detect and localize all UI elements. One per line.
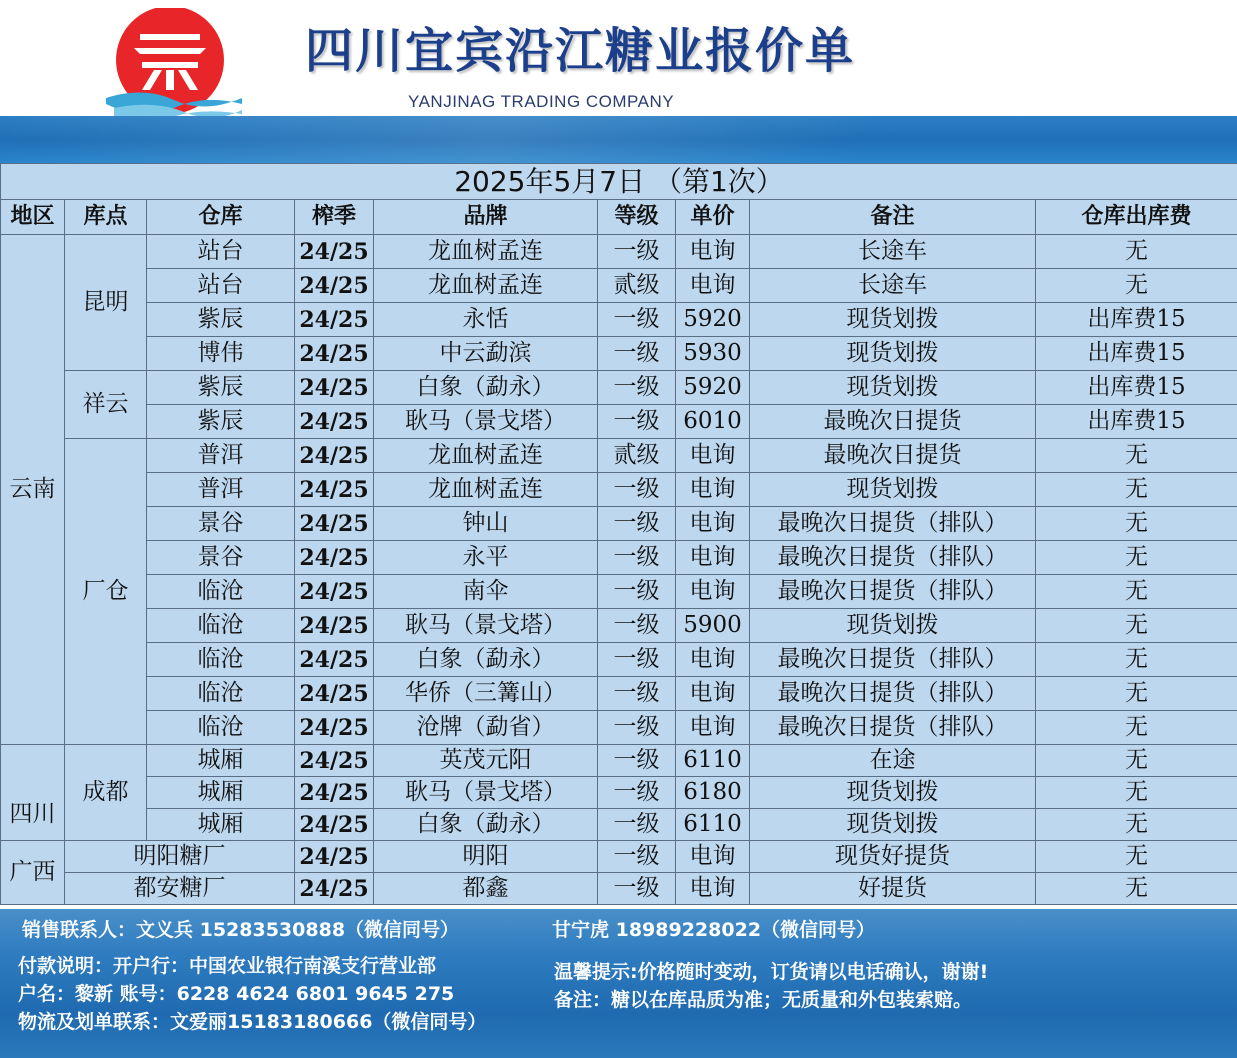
fee-cell: 无 xyxy=(1036,809,1237,841)
brand-cell: 英茂元阳 xyxy=(374,745,598,777)
price-cell: 电询 xyxy=(676,677,750,711)
price-cell: 电询 xyxy=(676,439,750,473)
note-cell: 长途车 xyxy=(750,269,1036,303)
header xyxy=(0,0,1237,116)
warehouse-cell: 普洱 xyxy=(147,439,295,473)
price-cell: 电询 xyxy=(676,711,750,745)
fee-cell: 出库费15 xyxy=(1036,337,1237,371)
grade-cell: 一级 xyxy=(598,541,676,575)
brand-cell: 龙血树孟连 xyxy=(374,235,598,269)
table-row xyxy=(1,507,1237,541)
season-cell: 24/25 xyxy=(295,745,374,777)
fee-cell: 无 xyxy=(1036,473,1237,507)
warehouse-cell: 景谷 xyxy=(147,507,295,541)
fee-cell: 无 xyxy=(1036,439,1237,473)
price-cell: 5900 xyxy=(676,609,750,643)
season-cell: 24/25 xyxy=(295,841,374,873)
season-cell: 24/25 xyxy=(295,235,374,269)
brand-cell: 永平 xyxy=(374,541,598,575)
brand-cell: 明阳 xyxy=(374,841,598,873)
company-logo-icon xyxy=(104,8,244,116)
note-cell: 最晚次日提货 xyxy=(750,439,1036,473)
note-cell: 在途 xyxy=(750,745,1036,777)
price-cell: 6110 xyxy=(676,745,750,777)
note-cell: 最晚次日提货（排队） xyxy=(750,507,1036,541)
grade-cell: 一级 xyxy=(598,473,676,507)
brand-cell: 永恬 xyxy=(374,303,598,337)
warehouse-cell: 临沧 xyxy=(147,643,295,677)
warehouse-cell: 站台 xyxy=(147,269,295,303)
fee-cell: 无 xyxy=(1036,609,1237,643)
warehouse-cell: 紫辰 xyxy=(147,303,295,337)
price-tip: 温馨提示:价格随时变动，订货请以电话确认，谢谢! xyxy=(554,961,989,983)
fee-cell: 无 xyxy=(1036,677,1237,711)
grade-cell: 一级 xyxy=(598,809,676,841)
header-band xyxy=(0,116,1237,164)
season-cell: 24/25 xyxy=(295,337,374,371)
col-header-season: 榨季 xyxy=(295,200,374,235)
col-header-note: 备注 xyxy=(750,200,1036,235)
note-cell: 现货划拨 xyxy=(750,473,1036,507)
note-cell: 最晚次日提货（排队） xyxy=(750,643,1036,677)
grade-cell: 一级 xyxy=(598,303,676,337)
price-cell: 电询 xyxy=(676,643,750,677)
season-cell: 24/25 xyxy=(295,777,374,809)
season-cell: 24/25 xyxy=(295,677,374,711)
col-header-region: 地区 xyxy=(1,200,65,235)
grade-cell: 一级 xyxy=(598,371,676,405)
sales-contact: 销售联系人：文义兵 15283530888（微信同号） xyxy=(22,919,460,941)
warehouse-cell: 紫辰 xyxy=(147,371,295,405)
col-header-depot: 库点 xyxy=(65,200,147,235)
warehouse-cell: 城厢 xyxy=(147,809,295,841)
grade-cell: 一级 xyxy=(598,609,676,643)
fee-cell: 无 xyxy=(1036,507,1237,541)
grade-cell: 一级 xyxy=(598,711,676,745)
season-cell: 24/25 xyxy=(295,609,374,643)
grade-cell: 贰级 xyxy=(598,439,676,473)
table-row xyxy=(1,371,1237,405)
second-contact: 甘宁虎 18989228022（微信同号） xyxy=(552,919,876,941)
brand-cell: 中云勐滨 xyxy=(374,337,598,371)
price-table xyxy=(0,163,1237,905)
price-cell: 电询 xyxy=(676,473,750,507)
fee-cell: 无 xyxy=(1036,269,1237,303)
season-cell: 24/25 xyxy=(295,473,374,507)
grade-cell: 贰级 xyxy=(598,269,676,303)
table-row xyxy=(1,809,1237,841)
col-header-price: 单价 xyxy=(676,200,750,235)
page-title: 四川宜宾沿江糖业报价单 xyxy=(305,23,856,79)
fee-cell: 出库费15 xyxy=(1036,371,1237,405)
warehouse-cell: 都安糖厂 xyxy=(65,873,295,905)
depot-cell: 厂仓 xyxy=(65,439,147,745)
season-cell: 24/25 xyxy=(295,439,374,473)
season-cell: 24/25 xyxy=(295,809,374,841)
region-cell: 云南 xyxy=(1,235,65,745)
season-cell: 24/25 xyxy=(295,405,374,439)
table-row xyxy=(1,473,1237,507)
brand-cell: 白象（勐永） xyxy=(374,809,598,841)
brand-cell: 耿马（景戈塔） xyxy=(374,405,598,439)
table-row xyxy=(1,575,1237,609)
grade-cell: 一级 xyxy=(598,745,676,777)
warehouse-cell: 紫辰 xyxy=(147,405,295,439)
fee-cell: 无 xyxy=(1036,541,1237,575)
note-cell: 现货划拨 xyxy=(750,371,1036,405)
season-cell: 24/25 xyxy=(295,873,374,905)
brand-cell: 龙血树孟连 xyxy=(374,439,598,473)
payment-info: 付款说明：开户行：中国农业银行南溪支行营业部 xyxy=(18,955,437,977)
warehouse-cell: 博伟 xyxy=(147,337,295,371)
col-header-brand: 品牌 xyxy=(374,200,598,235)
quality-remark: 备注：糖以在库品质为准；无质量和外包装索赔。 xyxy=(554,989,973,1011)
table-row xyxy=(1,439,1237,473)
grade-cell: 一级 xyxy=(598,507,676,541)
depot-cell: 昆明 xyxy=(65,235,147,371)
fee-cell: 出库费15 xyxy=(1036,405,1237,439)
fee-cell: 无 xyxy=(1036,841,1237,873)
brand-cell: 龙血树孟连 xyxy=(374,269,598,303)
note-cell: 最晚次日提货（排队） xyxy=(750,677,1036,711)
table-row xyxy=(1,405,1237,439)
fee-cell: 无 xyxy=(1036,643,1237,677)
grade-cell: 一级 xyxy=(598,235,676,269)
table-row xyxy=(1,337,1237,371)
note-cell: 长途车 xyxy=(750,235,1036,269)
brand-cell: 都鑫 xyxy=(374,873,598,905)
brand-cell: 钟山 xyxy=(374,507,598,541)
logistics-contact: 物流及划单联系：文爱丽15183180666（微信同号） xyxy=(18,1011,487,1033)
warehouse-cell: 站台 xyxy=(147,235,295,269)
warehouse-cell: 城厢 xyxy=(147,745,295,777)
note-cell: 好提货 xyxy=(750,873,1036,905)
note-cell: 现货划拨 xyxy=(750,609,1036,643)
depot-cell: 成都 xyxy=(65,745,147,841)
price-cell: 5920 xyxy=(676,303,750,337)
season-cell: 24/25 xyxy=(295,643,374,677)
price-cell: 电询 xyxy=(676,269,750,303)
region-cell: 广西 xyxy=(1,841,65,905)
region-cell: 四川 xyxy=(1,745,65,841)
note-cell: 现货划拨 xyxy=(750,337,1036,371)
depot-cell: 祥云 xyxy=(65,371,147,439)
header-row xyxy=(1,200,1237,235)
fee-cell: 无 xyxy=(1036,777,1237,809)
season-cell: 24/25 xyxy=(295,303,374,337)
table-row xyxy=(1,643,1237,677)
note-cell: 最晚次日提货（排队） xyxy=(750,575,1036,609)
grade-cell: 一级 xyxy=(598,643,676,677)
table-row xyxy=(1,841,1237,873)
grade-cell: 一级 xyxy=(598,575,676,609)
footer xyxy=(0,909,1237,1058)
company-subtitle: YANJINAG TRADING COMPANY xyxy=(408,92,675,111)
brand-cell: 白象（勐永） xyxy=(374,643,598,677)
brand-cell: 耿马（景戈塔） xyxy=(374,609,598,643)
season-cell: 24/25 xyxy=(295,269,374,303)
date-title: 2025年5月7日 （第1次） xyxy=(1,164,1237,200)
col-header-grade: 等级 xyxy=(598,200,676,235)
date-row xyxy=(1,164,1237,200)
season-cell: 24/25 xyxy=(295,575,374,609)
warehouse-cell: 景谷 xyxy=(147,541,295,575)
grade-cell: 一级 xyxy=(598,337,676,371)
brand-cell: 华侨（三篝山） xyxy=(374,677,598,711)
grade-cell: 一级 xyxy=(598,677,676,711)
table-row xyxy=(1,609,1237,643)
warehouse-cell: 临沧 xyxy=(147,711,295,745)
warehouse-cell: 临沧 xyxy=(147,575,295,609)
table-row xyxy=(1,711,1237,745)
table-row xyxy=(1,777,1237,809)
season-cell: 24/25 xyxy=(295,541,374,575)
brand-cell: 白象（勐永） xyxy=(374,371,598,405)
warehouse-cell: 城厢 xyxy=(147,777,295,809)
brand-cell: 耿马（景戈塔） xyxy=(374,777,598,809)
table-row xyxy=(1,269,1237,303)
col-header-fee: 仓库出库费 xyxy=(1036,200,1237,235)
col-header-warehouse: 仓库 xyxy=(147,200,295,235)
brand-cell: 沧牌（勐省） xyxy=(374,711,598,745)
price-cell: 6110 xyxy=(676,809,750,841)
grade-cell: 一级 xyxy=(598,777,676,809)
price-cell: 5920 xyxy=(676,371,750,405)
grade-cell: 一级 xyxy=(598,405,676,439)
note-cell: 现货划拨 xyxy=(750,777,1036,809)
price-cell: 6180 xyxy=(676,777,750,809)
fee-cell: 无 xyxy=(1036,235,1237,269)
table-row xyxy=(1,235,1237,269)
price-cell: 电询 xyxy=(676,507,750,541)
price-cell: 电询 xyxy=(676,235,750,269)
note-cell: 现货划拨 xyxy=(750,809,1036,841)
fee-cell: 无 xyxy=(1036,745,1237,777)
brand-cell: 南伞 xyxy=(374,575,598,609)
warehouse-cell: 临沧 xyxy=(147,609,295,643)
season-cell: 24/25 xyxy=(295,711,374,745)
price-cell: 电询 xyxy=(676,541,750,575)
table-row xyxy=(1,873,1237,905)
warehouse-cell: 明阳糖厂 xyxy=(65,841,295,873)
note-cell: 最晚次日提货 xyxy=(750,405,1036,439)
price-cell: 电询 xyxy=(676,575,750,609)
season-cell: 24/25 xyxy=(295,371,374,405)
fee-cell: 无 xyxy=(1036,873,1237,905)
season-cell: 24/25 xyxy=(295,507,374,541)
fee-cell: 无 xyxy=(1036,575,1237,609)
note-cell: 现货好提货 xyxy=(750,841,1036,873)
price-cell: 电询 xyxy=(676,873,750,905)
note-cell: 最晚次日提货（排队） xyxy=(750,711,1036,745)
warehouse-cell: 临沧 xyxy=(147,677,295,711)
table-row xyxy=(1,303,1237,337)
price-cell: 6010 xyxy=(676,405,750,439)
price-cell: 电询 xyxy=(676,841,750,873)
table-row xyxy=(1,541,1237,575)
fee-cell: 出库费15 xyxy=(1036,303,1237,337)
note-cell: 最晚次日提货（排队） xyxy=(750,541,1036,575)
table-row xyxy=(1,677,1237,711)
table-row xyxy=(1,745,1237,777)
grade-cell: 一级 xyxy=(598,841,676,873)
warehouse-cell: 普洱 xyxy=(147,473,295,507)
fee-cell: 无 xyxy=(1036,711,1237,745)
brand-cell: 龙血树孟连 xyxy=(374,473,598,507)
grade-cell: 一级 xyxy=(598,873,676,905)
note-cell: 现货划拨 xyxy=(750,303,1036,337)
account-info: 户名：黎新 账号：6228 4624 6801 9645 275 xyxy=(18,983,455,1005)
price-cell: 5930 xyxy=(676,337,750,371)
